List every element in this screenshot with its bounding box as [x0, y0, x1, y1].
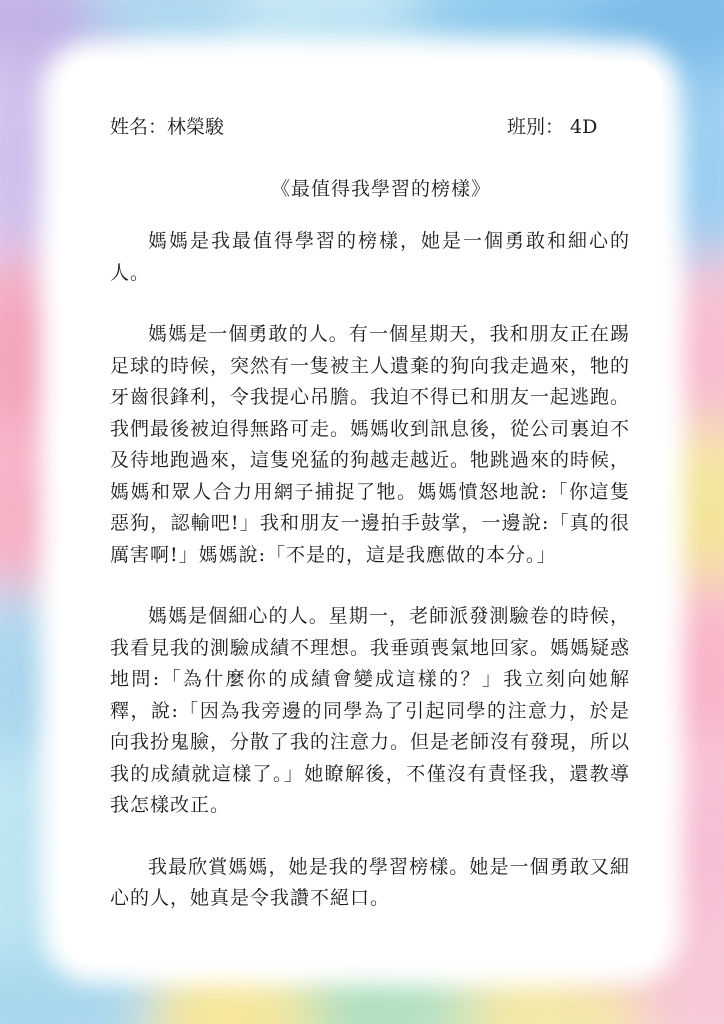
- student-name: 姓名：林榮駿: [110, 116, 225, 138]
- essay-paragraph: 媽媽是一個勇敢的人。有一個星期天，我和朋友正在踢足球的時候，突然有一隻被主人遺棄的狗向我走過來，牠的牙齒很鋒利，令我提心吊膽。我迫不得已和朋友一起逃跑。我們最後被迫得無路可走。媽媽收到訊息後，從公司裏迫不及待地跑過來，這隻兇猛的狗越走越近。牠跳過來的時候，媽媽和眾人合力用網子捕捉了牠。媽媽憤怒地說:「你這隻惡狗，認輸吧!」我和朋友一邊拍手鼓掌，一邊說:「真的很厲害啊!」媽媽說:「不是的，這是我應做的本分。」: [110, 323, 631, 566]
- essay-title: 《最值得我學習的榜樣》: [270, 178, 491, 200]
- student-class: 班別： 4D: [507, 116, 598, 138]
- essay-page: [110, 112, 630, 915]
- essay-paragraph: 我最欣賞媽媽，她是我的學習榜樣。她是一個勇敢又細心的人，她真是令我讚不絕口。: [110, 855, 630, 909]
- essay-paragraph: 媽媽是個細心的人。星期一，老師派發測驗卷的時候，我看見我的測驗成績不理想。我垂頭喪氣地回家。媽媽疑惑地問:「為什麼你的成績會變成這樣的？」我立刻向她解釋，說:「因為我旁邊的同學為了引起同學的注意力，於是向我扮鬼臉，分散了我的注意力。但是老師沒有發現，所以我的成績就這樣了。」她瞭解後，不僅沒有責怪我，還教導我怎樣改正。: [110, 605, 631, 816]
- page-header: [110, 112, 630, 142]
- essay-paragraph: 媽媽是我最值得學習的榜樣，她是一個勇敢和細心的人。: [110, 230, 630, 284]
